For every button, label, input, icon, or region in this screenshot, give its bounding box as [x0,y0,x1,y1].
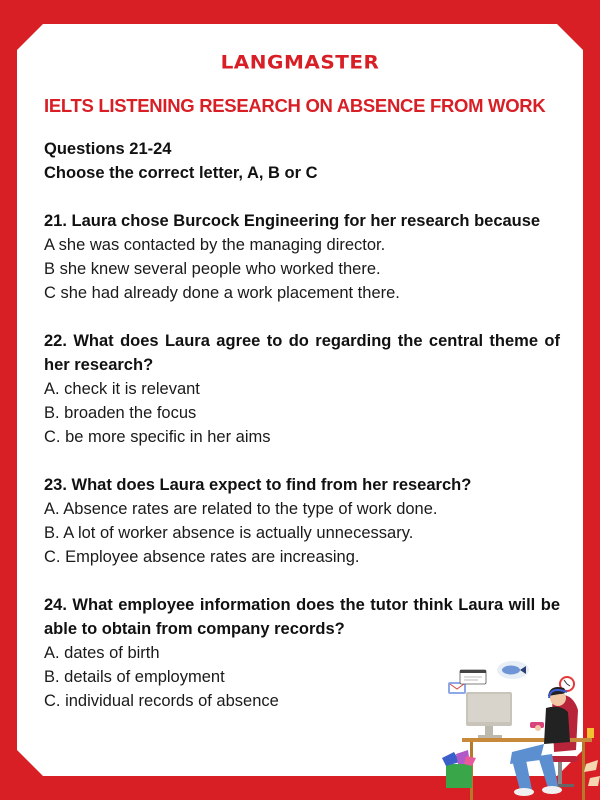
questions-section [44,137,560,713]
question-23 [44,473,560,569]
question-text: 23. What does Laura expect to find from her research? [44,476,472,494]
questions-heading: Questions 21-24 [44,140,172,158]
computer-monitor-icon [466,692,512,738]
browser-window-icon [460,670,486,684]
option-b: B. A lot of worker absence is actually unnecessary. [44,524,414,542]
option-a: A. dates of birth [44,644,160,662]
option-c: C she had already done a work placement there. [44,284,400,302]
question-text: 21. Laura chose Burcock Engineering for her research because [44,212,541,230]
option-a: A. check it is relevant [44,380,200,398]
question-22 [44,329,560,449]
fish-icon [497,661,529,679]
option-c: C. be more specific in her aims [44,428,271,446]
option-c: C. Employee absence rates are increasing. [44,548,360,566]
question-text: 24. What employee information does the tutor think Laura will be able to obtain from company records? [44,596,560,638]
brand-logo: LANGMASTER [220,50,380,74]
question-21 [44,209,560,305]
page-title: IELTS LISTENING RESEARCH ON ABSENCE FROM WORK [44,95,546,116]
option-a: A. Absence rates are related to the type of work done. [44,500,438,518]
option-c: C. individual records of absence [44,692,279,710]
option-a: A she was contacted by the managing director. [44,236,386,254]
person-at-desk-illustration [440,660,600,800]
option-b: B. broaden the focus [44,404,197,422]
question-text: 22. What does Laura agree to do regarding the central theme of her research? [44,332,560,374]
questions-instruction: Choose the correct letter, A, B or C [44,164,318,182]
option-b: B. details of employment [44,668,225,686]
option-b: B she knew several people who worked there. [44,260,381,278]
